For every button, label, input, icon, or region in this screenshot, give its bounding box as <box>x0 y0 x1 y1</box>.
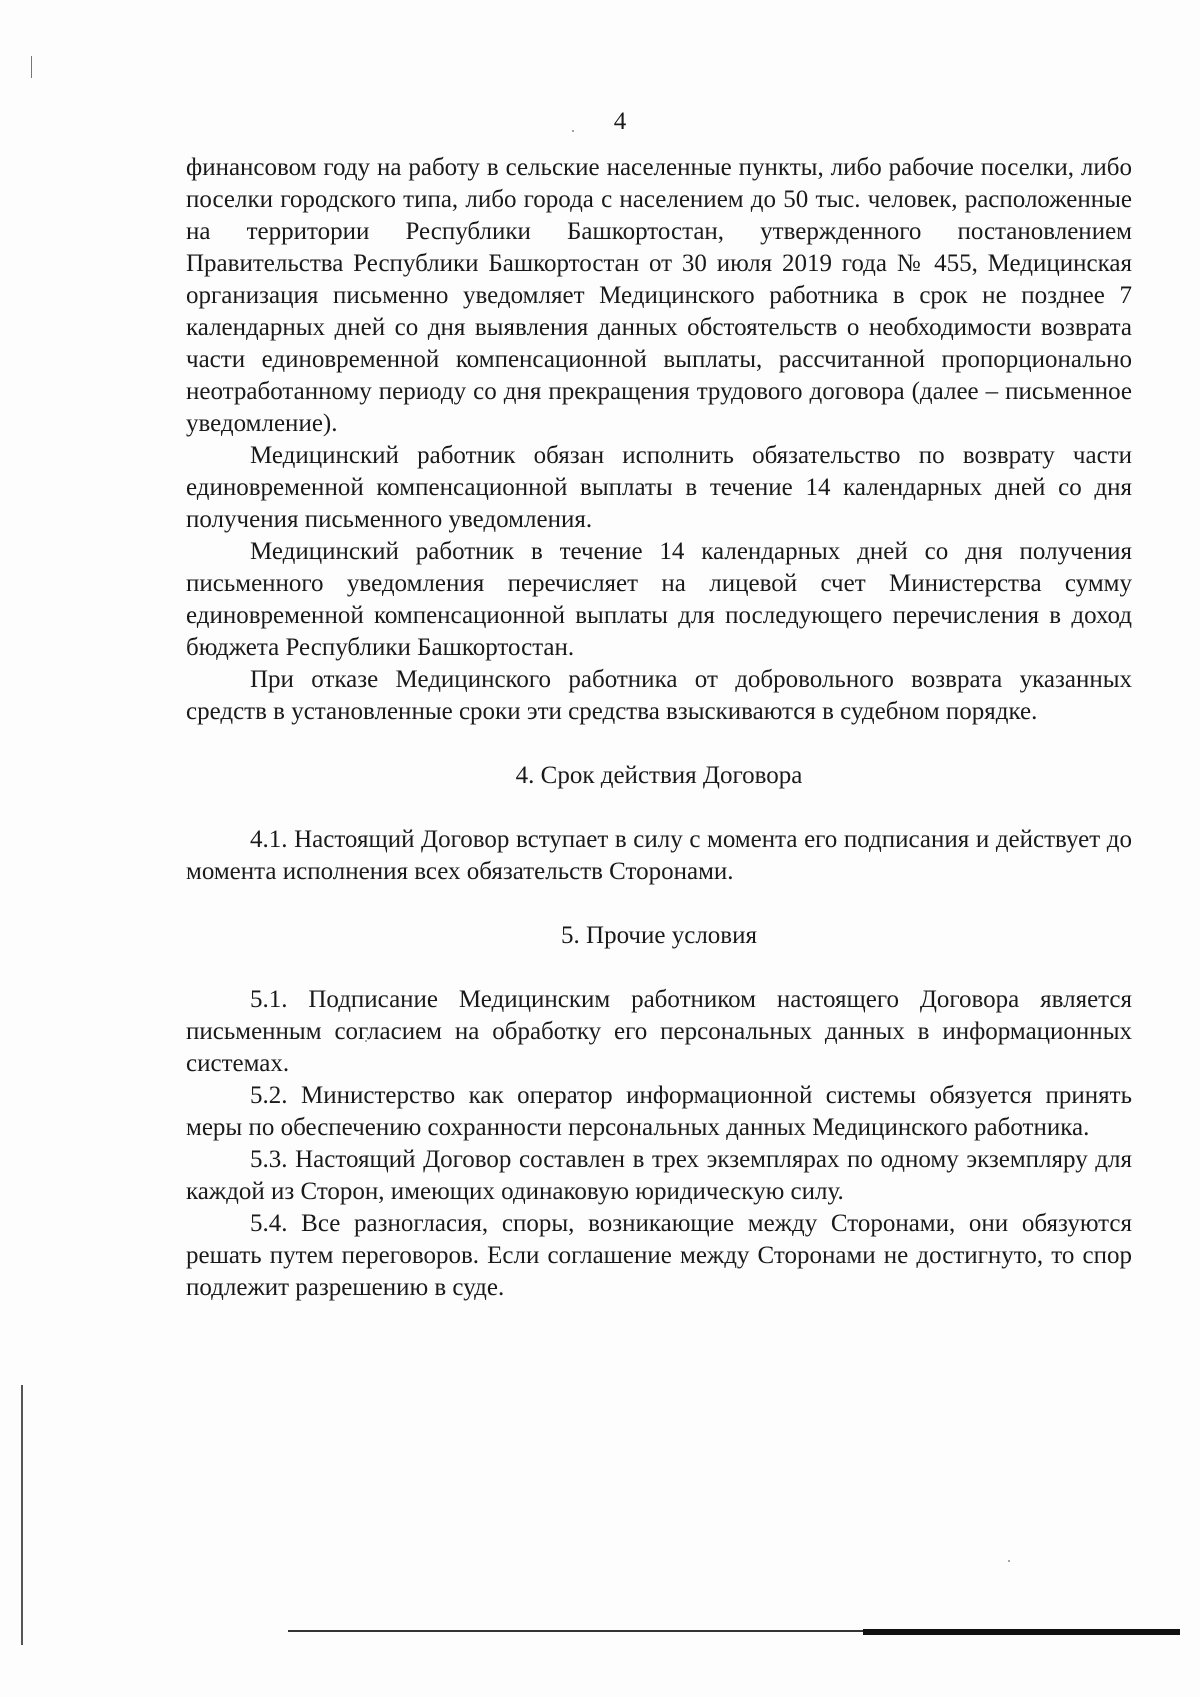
paragraph-refusal-court: При отказе Медицинского работника от добровольного возврата указанных средств в установленные сроки эти средства взыскиваются в судебном порядке. <box>186 666 1132 725</box>
paragraph-obligation-return: Медицинский работник обязан исполнить обязательство по возврату части единовременной компенсационной выплаты в течение 14 календарных дней со дня получения письменного уведомления. <box>186 442 1132 533</box>
clause-4-1: 4.1. Настоящий Договор вступает в силу с момента его подписания и действует до момента исполнения всех обязательств Сторонами. <box>186 826 1132 885</box>
clause-5-2: 5.2. Министерство как оператор информационной системы обязуется принять меры по обеспечению сохранности персональных данных Медицинского работника. <box>186 1082 1132 1141</box>
document-body <box>186 152 1132 1304</box>
section-5-heading: 5. Прочие условия <box>561 922 757 949</box>
section-4-heading: 4. Срок действия Договора <box>515 762 803 789</box>
page-number: 4 <box>613 108 627 135</box>
paragraph-transfer-account: Медицинский работник в течение 14 календарных дней со дня получения письменного уведомления перечисляет на лицевой счет Министерства сумму единовременной компенсационной выплаты для последующего перечисления в доход бюджета Республики Башкортостан. <box>186 538 1132 661</box>
clause-5-3: 5.3. Настоящий Договор составлен в трех экземплярах по одному экземпляру для каждой из Сторон, имеющих одинаковую юридическую силу. <box>186 1146 1132 1205</box>
scan-speck <box>1008 1560 1010 1562</box>
scan-mark-bottom-left <box>21 1385 23 1645</box>
scan-bottom-rule-thick <box>863 1629 1180 1635</box>
scan-mark-top-left <box>31 56 32 78</box>
scan-bottom-rule-thin <box>288 1630 863 1632</box>
clause-5-1: 5.1. Подписание Медицинским работником настоящего Договора является письменным согласием на обработку его персональных данных в информационных системах. <box>186 986 1132 1077</box>
clause-5-4: 5.4. Все разногласия, споры, возникающие между Сторонами, они обязуются решать путем переговоров. Если соглашение между Сторонами не достигнуто, то спор подлежит разрешению в суде. <box>186 1210 1132 1301</box>
paragraph-continued: финансовом году на работу в сельские населенные пункты, либо рабочие поселки, либо поселки городского типа, либо города с населением до 50 тыс. человек, расположенные на территории Республики Башкортостан, утвержденного постановлением Правительства Республики Башкортостан от 30 июля 2019 года № 455, Медицинская организация письменно уведомляет Медицинского работника в срок не позднее 7 календарных дней со дня выявления данных обстоятельств о необходимости возврата части единовременной компенсационной выплаты, рассчитанной пропорционально неотработанному периоду со дня прекращения трудового договора (далее – письменное уведомление). <box>186 154 1132 437</box>
